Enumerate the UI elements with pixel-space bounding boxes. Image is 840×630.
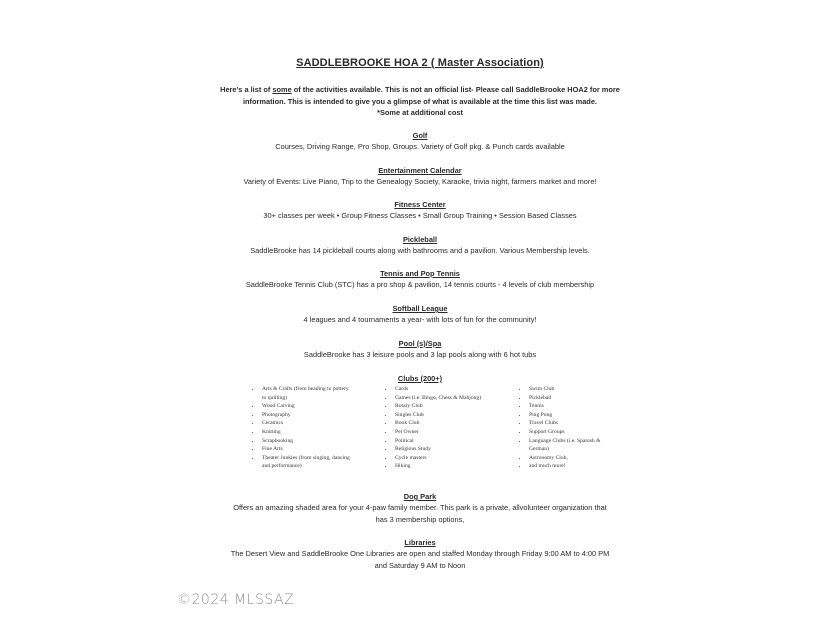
club-item: • Photography <box>261 411 351 420</box>
section-body: SaddleBrooke Tennis Club (STC) has a pro shop & pavilion, 14 tennis courts - 4 levels of club membership <box>245 280 595 289</box>
section-title: Libraries <box>404 538 436 547</box>
club-item: • Support Groups <box>528 428 608 437</box>
club-item: • Language Clubs (i.e. Spanish & German) <box>528 437 608 454</box>
clubs-column-1 <box>247 385 351 471</box>
section-title: Pickleball <box>402 235 438 244</box>
club-item: • Rotary Club <box>394 402 484 411</box>
club-item: • Singles Club <box>394 411 484 420</box>
section-tennis <box>170 268 670 291</box>
club-item: • Cycle masters <box>394 454 484 463</box>
clubs-column-2 <box>380 385 484 471</box>
section-title: Dog Park <box>403 492 437 501</box>
intro-emphasis: some <box>272 85 292 94</box>
section-softball-league <box>170 303 670 326</box>
section-body: Offers an amazing shaded area for your 4-paw family member. This park is a private, allvolunteer organization that has 3 membership options, <box>233 503 607 524</box>
section-title: Fitness Center <box>394 200 446 209</box>
section-body: The Desert View and SaddleBrooke One Libraries are open and staffed Monday through Friday 9:00 AM to 4:00 PM and Saturday 9 AM to Noon <box>230 549 610 570</box>
section-libraries <box>170 537 670 571</box>
section-entertainment-calendar <box>170 165 670 188</box>
section-body: SaddleBrooke has 14 pickleball courts along with bathrooms and a pavilion. Various Membership levels. <box>250 246 590 255</box>
section-title: Entertainment Calendar <box>378 166 462 175</box>
club-item: • Fine Arts <box>261 445 351 454</box>
clubs-column-3 <box>514 385 608 471</box>
club-item: • Travel Clubs <box>528 419 608 428</box>
section-pickleball <box>170 234 670 257</box>
section-golf <box>170 130 670 153</box>
section-body: 30+ classes per week • Group Fitness Classes • Small Group Training • Session Based Classes <box>263 211 577 220</box>
club-item: • Wood Carving <box>261 402 351 411</box>
club-item: • Hiking <box>394 462 484 471</box>
section-title: Pool (s)/Spa <box>398 339 442 348</box>
club-item: • and much more! <box>528 462 608 471</box>
club-item: • Political <box>394 437 484 446</box>
section-body: SaddleBrooke has 3 leisure pools and 3 lap pools along with 6 hot tubs <box>303 350 537 359</box>
section-fitness-center <box>170 199 670 222</box>
document-title: SADDLEBROOKE HOA 2 ( Master Association) <box>296 57 544 69</box>
club-item: • Tennis <box>528 402 608 411</box>
club-item: • Pickleball <box>528 394 608 403</box>
club-item: • Ceramics <box>261 419 351 428</box>
club-item: • Arts & Crafts (from beading to pottery to quilting) <box>261 385 351 402</box>
club-item: • Knitting <box>261 428 351 437</box>
intro-paragraph <box>170 84 670 119</box>
club-item: • Book Club <box>394 419 484 428</box>
club-item: • Ping Pong <box>528 411 608 420</box>
section-clubs <box>170 373 670 384</box>
intro-text-end: of the activities available. This is not an official list- Please call SaddleBrooke HOA2 for more information. This is intended to give you a glimpse of what is available at the time this list was made. <box>242 85 620 106</box>
section-body: Variety of Events: Live Piano, Trip to the Genealogy Society, Karaoke, trivia night, farmers market and more! <box>243 177 597 186</box>
section-pool-spa <box>170 338 670 361</box>
section-title: Tennis and Pop Tennis <box>380 269 460 278</box>
club-item: • Astronomy Club, <box>528 454 608 463</box>
section-title: Golf <box>412 131 428 140</box>
club-item: • Religious Study <box>394 445 484 454</box>
club-item: • Games (i.e. Bingo, Chess & Mahjong) <box>394 394 484 403</box>
club-item: • Scrapbooking <box>261 437 351 446</box>
club-item: • Swim Club <box>528 385 608 394</box>
section-body: 4 leagues and 4 tournaments a year- with lots of fun for the community! <box>303 315 537 324</box>
section-title: Clubs (200+) <box>397 374 443 383</box>
copyright-watermark: ©2024 MLSSAZ <box>177 592 295 608</box>
section-body: Courses, Driving Range, Pro Shop, Groups. Variety of Golf pkg. & Punch cards available <box>275 142 565 151</box>
club-item: • Theater Junkies (from singing, dancing and performance) <box>261 454 351 471</box>
document-page <box>170 40 670 590</box>
intro-note: *Some at additional cost <box>377 108 463 118</box>
club-item: • Cards <box>394 385 484 394</box>
intro-text <box>205 84 635 107</box>
intro-text-start: Here's a list of <box>220 85 273 94</box>
section-title: Softball League <box>392 304 448 313</box>
section-dog-park <box>170 491 670 525</box>
club-item: • Pet Owner <box>394 428 484 437</box>
